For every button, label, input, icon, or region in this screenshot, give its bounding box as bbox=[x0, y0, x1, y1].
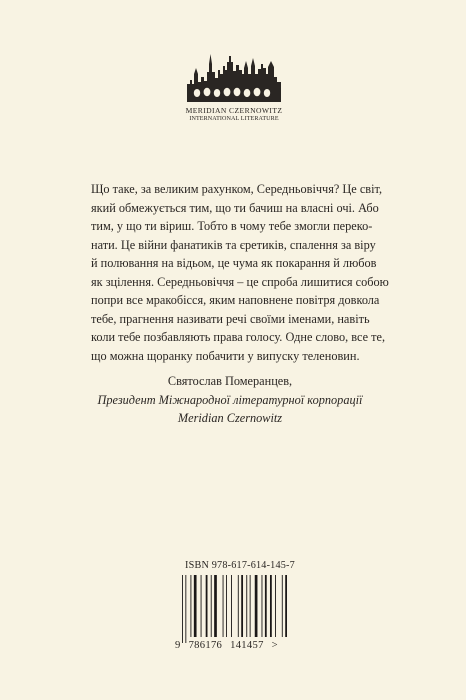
blurb-line: який обмежується тим, що ти бачиш на власні очі. Або bbox=[91, 200, 379, 215]
publisher-logo bbox=[183, 44, 285, 126]
signature-block bbox=[91, 372, 369, 428]
blurb-line: що можна щоранку побачити у випуску теленовин. bbox=[91, 348, 360, 363]
blurb-line: як зцілення. Середньовіччя – це спроба лишитися собою bbox=[91, 274, 389, 289]
isbn-label: ISBN 978-617-614-145-7 bbox=[185, 560, 295, 571]
barcode-bar bbox=[201, 575, 202, 637]
barcode-bar bbox=[275, 575, 276, 637]
barcode-bar bbox=[214, 575, 217, 637]
barcode-bar bbox=[206, 575, 208, 637]
blurb-line: нати. Це війни фанатиків та єретиків, спалення за віру bbox=[91, 237, 376, 252]
barcode-bar bbox=[238, 575, 239, 637]
barcode-bar bbox=[211, 575, 212, 637]
barcode-bar bbox=[194, 575, 197, 637]
blurb-line: коли тебе позбавляють права голосу. Одне слово, все те, bbox=[91, 330, 386, 344]
author-name: Святослав Померанцев, bbox=[167, 374, 293, 388]
barcode-group-1: 786176 bbox=[188, 640, 223, 651]
city-skyline-with-faces-icon bbox=[187, 44, 281, 106]
barcode-bar bbox=[255, 575, 258, 637]
blurb-line: Що таке, за великим рахунком, Середньовіччя? Це світ, bbox=[91, 182, 383, 196]
barcode-bar bbox=[185, 575, 186, 643]
barcode-bar bbox=[241, 575, 243, 637]
barcode-bar bbox=[223, 575, 224, 637]
logo-title: MERIDIAN CZERNOWITZ bbox=[185, 106, 283, 115]
barcode-group-2: 141457 bbox=[230, 640, 264, 651]
barcode-bar bbox=[282, 575, 283, 637]
barcode-bar bbox=[270, 575, 272, 637]
barcode-digits bbox=[175, 640, 283, 651]
blurb-line: попри все мракобісся, яким наповнене повітря довкола bbox=[91, 293, 380, 307]
blurb-line: тим, у що ти віриш. Тобто в чому тебе змогли переко- bbox=[91, 219, 373, 233]
author-organization: Meridian Czernowitz bbox=[177, 411, 283, 425]
barcode-suffix: > bbox=[271, 640, 278, 651]
barcode-bar bbox=[246, 575, 247, 637]
blurb-paragraph bbox=[91, 180, 389, 365]
blurb-line: й полювання на відьом, це чума як покарання й любов bbox=[91, 256, 377, 270]
barcode-prefix: 9 bbox=[175, 640, 181, 651]
barcode-bar bbox=[265, 575, 267, 637]
author-role: Президент Міжнародної літературної корпорації bbox=[97, 392, 363, 407]
barcode-bar bbox=[182, 575, 183, 643]
barcode-bar bbox=[190, 575, 191, 637]
blurb-line: тебе, прагнення називати речі своїми іменами, навіть bbox=[91, 311, 370, 326]
barcode-bar bbox=[250, 575, 251, 637]
barcode bbox=[179, 575, 287, 643]
barcode-bar bbox=[231, 575, 232, 637]
logo-subtitle: INTERNATIONAL LITERATURE bbox=[189, 116, 279, 122]
barcode-bar bbox=[226, 575, 227, 637]
barcode-bar bbox=[285, 575, 287, 637]
barcode-bar bbox=[262, 575, 263, 637]
